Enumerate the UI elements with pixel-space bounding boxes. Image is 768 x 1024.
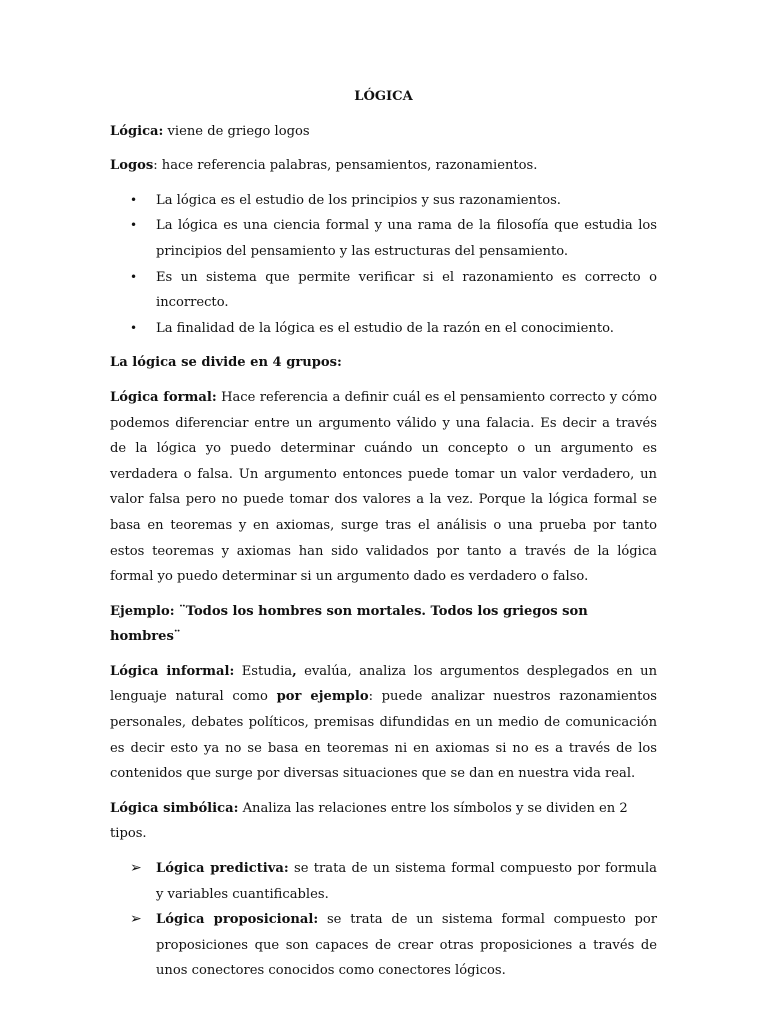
type-label: Lógica proposicional:: [156, 912, 319, 928]
informal-logic-text-3: : puede analizar nuestros razonamientos personales, debates políticos, premisas difundidas en un medio de comunicación es decir esto ya no se basa en teoremas ni en axiomas si no es a través de los contenidos que surge por diversas situaciones que se dan en nuestra vida real.: [110, 689, 657, 782]
example-line: Ejemplo: ¨Todos los hombres son mortales. Todos los griegos son hombres¨: [110, 603, 588, 645]
arrow-bullet-icon: ➢: [130, 911, 142, 928]
intro-logos-text: : hace referencia palabras, pensamientos, razonamientos.: [153, 158, 538, 174]
symbolic-logic-label: Lógica simbólica:: [110, 800, 239, 816]
bullet-icon: •: [130, 320, 138, 335]
symbolic-logic-paragraph: [110, 796, 657, 847]
intro-logica-label: Lógica:: [110, 123, 164, 139]
arrow-bullet-icon: ➢: [130, 860, 142, 877]
formal-logic-paragraph: [110, 385, 657, 590]
groups-heading: La lógica se divide en 4 grupos:: [110, 355, 342, 371]
list-item: [110, 213, 657, 264]
bullet-icon: •: [130, 192, 138, 207]
list-item: [110, 265, 657, 316]
definition-list: [110, 188, 657, 342]
bullet-icon: •: [130, 269, 138, 284]
formal-logic-text: Hace referencia a definir cuál es el pensamiento correcto y cómo podemos diferenciar entre un argumento válido y una falacia. Es decir a través de la lógica yo puedo determinar cuándo un concepto o un argumento es verdadera o falsa. Un argumento entonces puede tomar un valor verdadero, un valor falsa pero no puede tomar dos valores a la vez. Porque la lógica formal se basa en teoremas y en axiomas, surge tras el análisis o una prueba por tanto estos teoremas y axiomas han sido validados por tanto a través de la lógica formal yo puedo determinar si un argumento dado es verdadero o falso.: [110, 389, 657, 585]
type-text: se trata de un sistema formal compuesto por formula y variables cuantificables.: [156, 861, 657, 902]
informal-logic-comma: ,: [292, 663, 297, 679]
list-item-text: Es un sistema que permite verificar si el razonamiento es correcto o incorrecto.: [156, 269, 657, 311]
list-item-text: La lógica es el estudio de los principios y sus razonamientos.: [156, 192, 561, 208]
type-label: Lógica predictiva:: [156, 861, 289, 877]
informal-logic-emphasis: por ejemplo: [276, 689, 369, 705]
type-text: se trata de un sistema formal compuesto por proposiciones que son capaces de crear otras proposiciones a través de unos conectores conocidos como conectores lógicos.: [156, 912, 657, 979]
informal-logic-paragraph: [110, 659, 657, 787]
list-item-text: La finalidad de la lógica es el estudio de la razón en el conocimiento.: [156, 320, 614, 336]
page-title: LÓGICA: [354, 89, 413, 104]
informal-logic-label: Lógica informal:: [110, 663, 235, 679]
list-item: [110, 316, 657, 342]
list-item: [110, 188, 657, 214]
list-item: [110, 907, 657, 984]
intro-logica-text: viene de griego logos: [163, 123, 310, 139]
formal-logic-label: Lógica formal:: [110, 389, 217, 405]
symbolic-logic-text: Analiza las relaciones entre los símbolos y se dividen en 2 tipos.: [110, 800, 628, 842]
informal-logic-text-2: evalúa, analiza los argumentos desplegados en un lenguaje natural como: [110, 663, 657, 705]
bullet-icon: •: [130, 218, 138, 233]
list-item: [110, 856, 657, 907]
list-item-text: La lógica es una ciencia formal y una rama de la filosofía que estudia los principios del pensamiento y las estructuras del pensamiento.: [156, 218, 657, 259]
intro-logos: [110, 153, 657, 179]
symbolic-types-list: [110, 856, 657, 984]
intro-logos-label: Logos: [110, 158, 154, 174]
intro-logica: [110, 119, 657, 145]
informal-logic-text-1: Estudia: [234, 663, 293, 679]
